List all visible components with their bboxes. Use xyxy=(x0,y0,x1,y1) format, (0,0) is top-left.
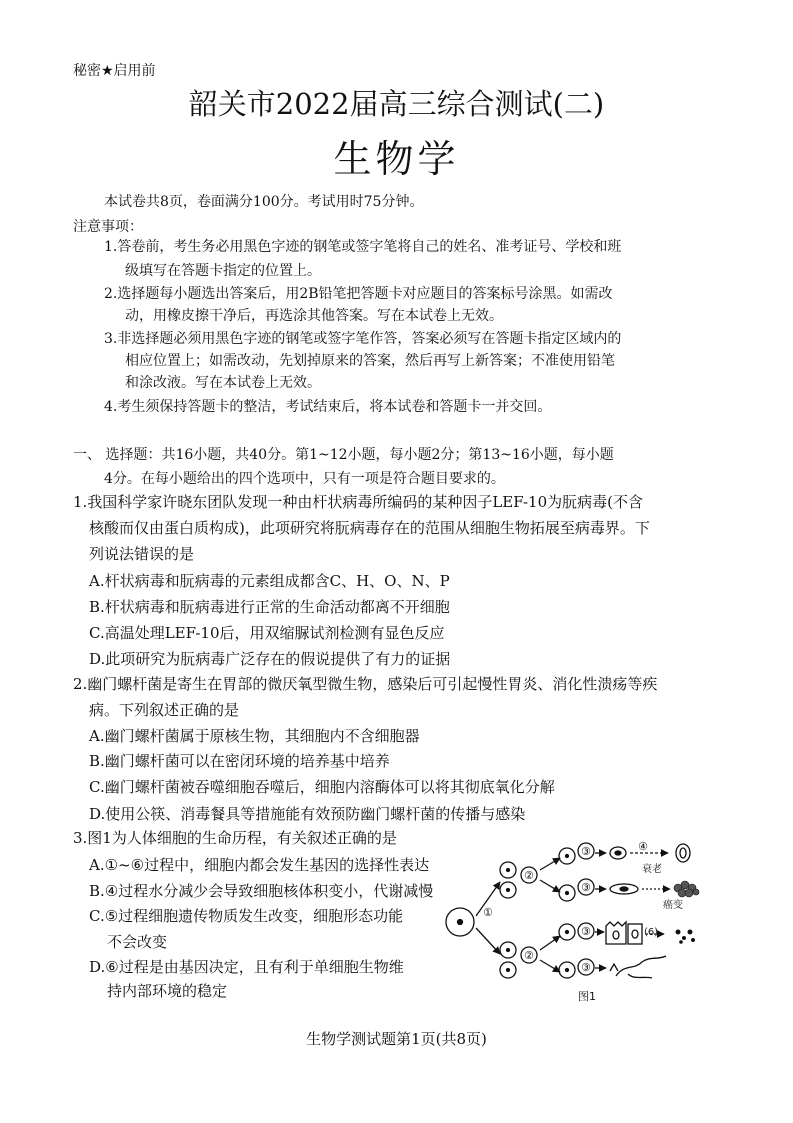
label-aging: 衰老 xyxy=(642,864,662,875)
q2-stem-2: 病。下列叙述正确的是 xyxy=(89,701,240,719)
label-cancer: 癌变 xyxy=(663,900,683,911)
page-footer: 生物学测试题第1页(共8页) xyxy=(306,1030,487,1048)
q1-option-b: B.杆状病毒和朊病毒进行正常的生命活动都离不开细胞 xyxy=(89,598,450,616)
q3-option-d-line-2: 持内部环境的稳定 xyxy=(107,982,228,1000)
q3-stem: 3.图1为人体细胞的生命历程，有关叙述正确的是 xyxy=(73,829,397,847)
label-process-4: ④ xyxy=(638,840,648,853)
q3-option-a: A.①~⑥过程中，细胞内都会发生基因的选择性表达 xyxy=(89,856,430,874)
q3-option-c-line-1: C.⑤过程细胞遗传物质发生改变，细胞形态功能 xyxy=(89,907,404,925)
note-3-line-1: 3.非选择题必须用黑色字迹的钢笔或签字笔作答，答案必须写在答题卡指定区域内的 xyxy=(104,331,622,347)
label-process-3-a: ③ xyxy=(581,845,591,858)
q2-stem-1: 2.幽门螺杆菌是寄生在胃部的微厌氧型微生物，感染后可引起慢性胃炎、消化性溃疡等疾 xyxy=(73,675,658,693)
q1-option-a: A.杆状病毒和朊病毒的元素组成都含C、H、O、N、P xyxy=(89,572,450,590)
q1-stem-1: 1.我国科学家许晓东团队发现一种由杆状病毒所编码的某种因子LEF-10为朊病毒(不含 xyxy=(73,493,643,511)
subject-title: 生物学 xyxy=(333,137,460,181)
q3-option-b: B.④过程水分减少会导致细胞核体积变小，代谢减慢 xyxy=(89,882,434,900)
label-process-3-c: ③ xyxy=(581,925,591,938)
cell-life-history-figure xyxy=(438,836,718,1016)
label-process-2-lower: ② xyxy=(524,949,534,962)
note-2-line-2: 动，用橡皮擦干净后，再选涂其他答案。写在本试卷上无效。 xyxy=(125,308,503,324)
exam-title: 韶关市2022届高三综合测试(二) xyxy=(188,87,605,121)
note-1-line-2: 级填写在答题卡指定的位置上。 xyxy=(125,263,321,279)
section-1-line-1: 一、 选择题：共16小题，共40分。第1~12小题，每小题2分；第13~16小题，每小题 xyxy=(73,447,614,463)
q3-option-d-line-1: D.⑥过程是由基因决定，且有利于单细胞生物维 xyxy=(89,958,404,976)
note-1-line-1: 1.答卷前，考生务必用黑色字迹的钢笔或签字笔将自己的姓名、准考证号、学校和班 xyxy=(104,239,622,255)
label-process-3-d: ③ xyxy=(581,961,591,974)
label-process-3-b: ③ xyxy=(581,881,591,894)
q1-option-c: C.高温处理LEF-10后，用双缩脲试剂检测有显色反应 xyxy=(89,624,445,642)
notes-heading: 注意事项： xyxy=(73,219,143,235)
label-process-6: (6) xyxy=(644,927,659,938)
q1-stem-2: 核酸而仅由蛋白质构成)，此项研究将朊病毒存在的范围从细胞生物拓展至病毒界。下 xyxy=(89,519,650,537)
label-process-1: ① xyxy=(483,906,493,919)
note-4: 4.考生须保持答题卡的整洁，考试结束后，将本试卷和答题卡一并交回。 xyxy=(104,399,552,415)
confidential-mark: 秘密★启用前 xyxy=(73,63,156,79)
note-3-line-3: 和涂改液。写在本试卷上无效。 xyxy=(125,375,321,391)
q1-stem-3: 列说法错误的是 xyxy=(89,545,195,563)
q2-option-c: C.幽门螺杆菌被吞噬细胞吞噬后，细胞内溶酶体可以将其彻底氧化分解 xyxy=(89,778,555,796)
figure-caption: 图1 xyxy=(578,990,596,1003)
note-3-line-2: 相应位置上；如需改动，先划掉原来的答案，然后再写上新答案；不准使用铅笔 xyxy=(125,353,615,369)
q2-option-b: B.幽门螺杆菌可以在密闭环境的培养基中培养 xyxy=(89,752,390,770)
q2-option-d: D.使用公筷、消毒餐具等措施能有效预防幽门螺杆菌的传播与感染 xyxy=(89,805,526,823)
q2-option-a: A.幽门螺杆菌属于原核生物，其细胞内不含细胞器 xyxy=(89,727,420,745)
note-2-line-1: 2.选择题每小题选出答案后，用2B铅笔把答题卡对应题目的答案标号涂黑。如需改 xyxy=(104,286,613,302)
q3-option-c-line-2: 不会改变 xyxy=(107,933,168,951)
section-1-line-2: 4分。在每小题给出的四个选项中，只有一项是符合题目要求的。 xyxy=(104,471,505,487)
exam-intro: 本试卷共8页，卷面满分100分。考试用时75分钟。 xyxy=(104,194,424,210)
label-process-2-upper: ② xyxy=(524,869,534,882)
q1-option-d: D.此项研究为朊病毒广泛存在的假说提供了有力的证据 xyxy=(89,650,451,668)
